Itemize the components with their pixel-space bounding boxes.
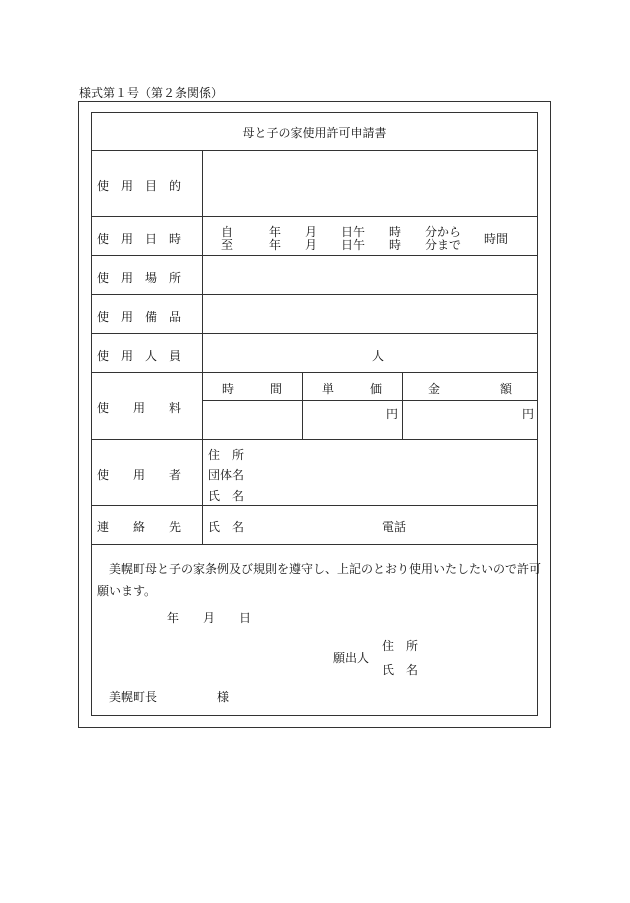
form-title: 母と子の家使用許可申請書 — [242, 126, 387, 140]
applicant-label: 願出人 — [333, 651, 370, 665]
datetime-from[interactable]: 自 年 月 日午 時 分から — [221, 225, 462, 239]
label-contact: 連 絡 先 — [97, 520, 182, 534]
fee-col-time: 時 間 — [221, 382, 282, 396]
datetime-to[interactable]: 至 年 月 日午 時 分まで — [221, 238, 462, 252]
label-persons: 使 用 人 員 — [97, 349, 182, 363]
addressee: 美幌町長 様 — [109, 690, 230, 704]
label-user: 使 用 者 — [97, 468, 182, 482]
applicant-address-label: 住 所 — [382, 639, 419, 653]
rule-fee-header — [202, 400, 538, 401]
applicant-name-label: 氏 名 — [382, 663, 419, 677]
contact-name-label: 氏 名 — [208, 520, 245, 534]
persons-unit: 人 — [372, 349, 385, 363]
application-date: 年 月 日 — [167, 611, 252, 625]
label-fee: 使 用 料 — [97, 401, 182, 415]
rule-label-column — [202, 150, 203, 544]
contact-phone-label: 電話 — [382, 520, 407, 534]
user-group-label: 団体名 — [208, 468, 245, 482]
label-equipment: 使 用 備 品 — [97, 310, 182, 324]
label-purpose: 使 用 目 的 — [97, 179, 182, 193]
user-name-label: 氏 名 — [208, 489, 245, 503]
fee-col-amount: 金 額 — [427, 382, 512, 396]
rule-purpose — [91, 216, 538, 217]
user-address-label: 住 所 — [208, 448, 245, 462]
rule-persons — [91, 372, 538, 373]
rule-place — [91, 294, 538, 295]
rule-contact — [91, 544, 538, 545]
declaration-text-line1: 美幌町母と子の家条例及び規則を遵守し、上記のとおり使用いたしたいので許可 — [109, 562, 542, 576]
fee-unit-price-yen: 円 — [386, 407, 399, 421]
fee-amount-yen: 円 — [522, 407, 535, 421]
label-datetime: 使 用 日 時 — [97, 232, 182, 246]
form-number-header: 様式第１号（第２条関係） — [79, 86, 224, 100]
rule-datetime — [91, 255, 538, 256]
fee-col-unit-price: 単 価 — [321, 382, 382, 396]
rule-title — [91, 150, 538, 151]
declaration-text-line2: 願います。 — [97, 584, 157, 598]
rule-equipment — [91, 333, 538, 334]
rule-fee — [91, 439, 538, 440]
rule-user — [91, 505, 538, 506]
label-place: 使 用 場 所 — [97, 271, 182, 285]
datetime-hours: 時間 — [484, 232, 509, 246]
